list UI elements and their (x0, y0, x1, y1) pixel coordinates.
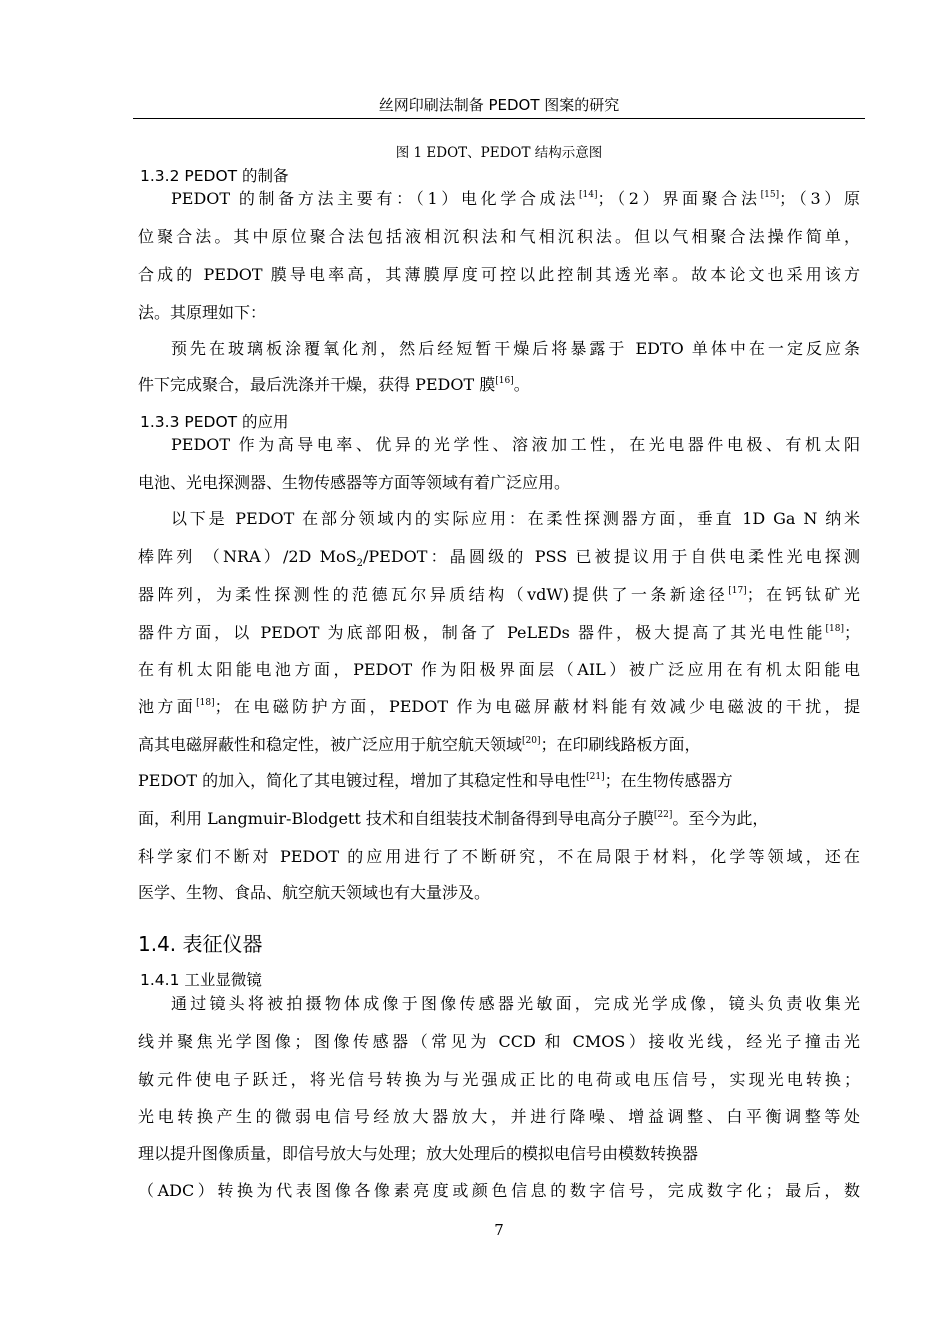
citation: [20] (522, 736, 541, 746)
text-line: 面，利用 Langmuir-Blodgett 技术和自组装技术制备得到导电高分子膜[22]。至今为此， (138, 809, 769, 828)
text-line: 合成的 PEDOT 膜导电率高，其薄膜厚度可控以此控制其透光率。故本论文也采用该方 (138, 265, 860, 284)
text-line: 器阵列，为柔性探测性的范德瓦尔异质结构（vdW)提供了一条新途径[17]；在钙钛矿光 (138, 585, 860, 604)
text-line: 光电转换产生的微弱电信号经放大器放大，并进行降噪、增益调整、白平衡调整等处 (138, 1107, 860, 1126)
text-line: 通过镜头将被拍摄物体成像于图像传感器光敏面，完成光学成像，镜头负责收集光 (171, 994, 860, 1013)
text-line: （ADC）转换为代表图像各像素亮度或颜色信息的数字信号，完成数字化；最后，数 (138, 1181, 860, 1200)
text-line: 预先在玻璃板涂覆氧化剂，然后经短暂干燥后将暴露于 EDTO 单体中在一定反应条 (171, 339, 860, 358)
text-line: 医学、生物、食品、航空航天领域也有大量涉及。 (138, 883, 491, 902)
citation: [22] (653, 810, 673, 820)
text-line: PEDOT 的加入，简化了其电镀过程，增加了其稳定性和导电性[21]；在生物传感器方 (138, 771, 733, 790)
text-line: 以下是 PEDOT 在部分领域内的实际应用：在柔性探测器方面，垂直 1D Ga N 纳米 (171, 509, 860, 528)
citation: [15] (760, 190, 780, 200)
running-header: 丝网印刷法制备 PEDOT 图案的研究 (378, 96, 620, 114)
text-line: 科学家们不断对 PEDOT 的应用进行了不断研究，不在局限于材料，化学等领域，还在 (138, 847, 860, 866)
page-number: 7 (494, 1221, 504, 1239)
text-line: 棒阵列 （NRA）/2D MoS$_2$/PEDOT：晶圆级的 PSS 已被提议用于自供电柔性光电探测 (138, 547, 860, 570)
section-heading-1-3-3: 1.3.3 PEDOT 的应用 (140, 413, 289, 431)
citation: [18] (196, 698, 215, 708)
text-line: 高其电磁屏蔽性和稳定性，被广泛应用于航空航天领域[20]；在印刷线路板方面， (138, 735, 701, 754)
text-line: 器件方面，以 PEDOT 为底部阳极，制备了 PeLEDs 器件，极大提高了其光电性能[18]； (138, 623, 860, 642)
text-line: 位聚合法。其中原位聚合法包括液相沉积法和气相沉积法。但以气相聚合法操作简单， (138, 227, 860, 246)
text-line: 电池、光电探测器、生物传感器等方面等领域有着广泛应用。 (138, 473, 571, 492)
text-line: 池方面[18]；在电磁防护方面，PEDOT 作为电磁屏蔽材料能有效减少电磁波的干扰，提 (138, 697, 860, 716)
text-line: 在有机太阳能电池方面，PEDOT 作为阳极界面层（AIL）被广泛应用在有机太阳能电 (138, 660, 860, 679)
citation: [17] (728, 586, 747, 596)
text-line: 理以提升图像质量，即信号放大与处理；放大处理后的模拟电信号由模数转换器 (138, 1144, 699, 1163)
text-line: PEDOT 的制备方法主要有：（1）电化学合成法[14]；（2）界面聚合法[15]；（3）原 (171, 189, 860, 208)
text-line: 件下完成聚合，最后洗涤并干燥，获得 PEDOT 膜[16]。 (138, 375, 530, 394)
section-heading-1-4: 1.4. 表征仪器 (138, 932, 263, 956)
section-heading-1-3-2: 1.3.2 PEDOT 的制备 (140, 167, 289, 185)
citation: [21] (586, 772, 605, 782)
text-line: 敏元件使电子跃迁，将光信号转换为与光强成正比的电荷或电压信号，实现光电转换； (138, 1070, 860, 1089)
text-line: PEDOT 作为高导电率、优异的光学性、溶液加工性，在光电器件电极、有机太阳 (171, 435, 860, 454)
citation: [18] (825, 624, 844, 634)
citation: [16] (495, 376, 514, 386)
figure-caption: 图 1 EDOT、PEDOT 结构示意图 (395, 145, 603, 161)
header-rule (133, 118, 865, 119)
subscript: 2 (356, 558, 363, 570)
text-line: 线并聚焦光学图像；图像传感器（常见为 CCD 和 CMOS）接收光线，经光子撞击光 (138, 1032, 860, 1051)
citation: [14] (578, 190, 598, 200)
section-heading-1-4-1: 1.4.1 工业显微镜 (140, 971, 262, 989)
text-line: 法。其原理如下： (138, 303, 267, 322)
